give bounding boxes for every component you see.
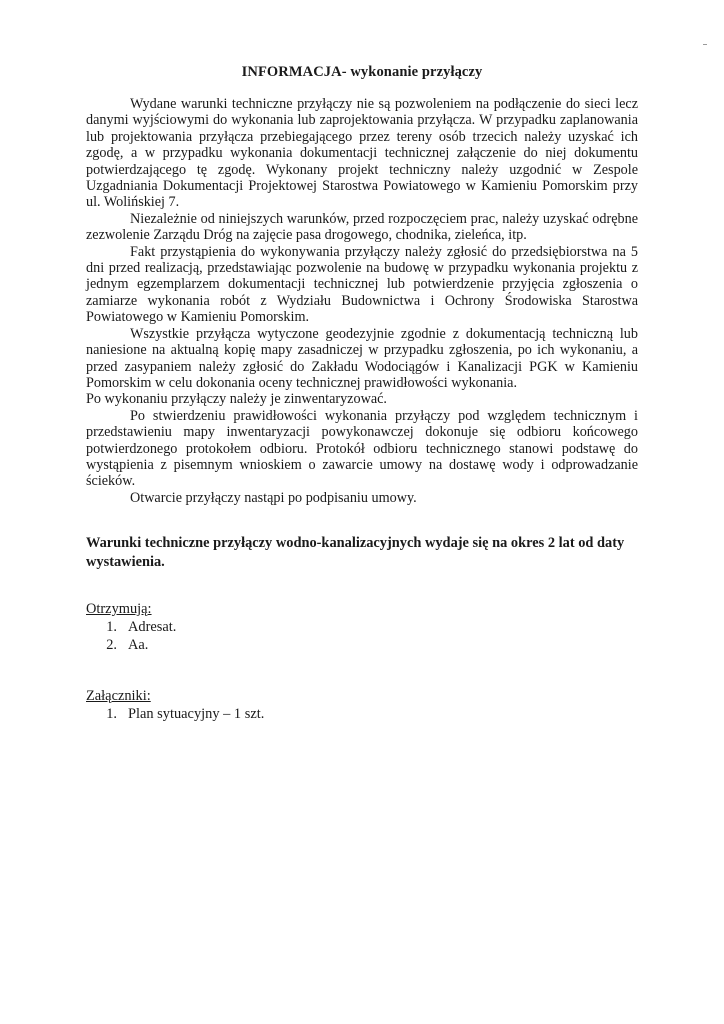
- paragraph-conditions: Wydane warunki techniczne przyłączy nie są pozwoleniem na podłączenie do sieci lecz danymi wyjściowymi do wykonania lub zaprojektowania przyłącza. W przypadku zaplanowania lub projektowania przyłącza przebiegającego przez tereny osób trzecich należy uzyskać ich zgodę, a w przypadku wykonania dokumentacji technicznej załączenie do niej dokumentu potwierdzającego tę zgodę. Wykonany projekt techniczny należy uzgodnić w Zespole Uzgadniania Dokumentacji Projektowej Starostwa Powiatowego w Kamieniu Pomorskim przy ul. Wolińskiej 7.: [86, 96, 638, 211]
- list-number: 1.: [106, 619, 117, 635]
- attachments-list: [86, 705, 264, 723]
- paragraph-notification: Fakt przystąpienia do wykonywania przyłączy należy zgłosić do przedsiębiorstwa na 5 dni przed realizacją, przedstawiając pozwolenie na budowę w przypadku wykonania projektu z jednym egzemplarzem dokumentacji technicznej lub potwierdzenie przyjęcia zgłoszenia o zamiarze wykonania robót z Wydziału Budownictwa i Ochrony Środowiska Starostwa Powiatowego w Kamieniu Pomorskim.: [86, 243, 638, 326]
- list-item: [86, 618, 176, 636]
- recipients-list: [86, 618, 176, 654]
- document-body: [86, 96, 638, 506]
- recipients-heading: Otrzymują:: [86, 601, 152, 617]
- paragraph-inventory: Po wykonaniu przyłączy należy je zinwentaryzować.: [86, 391, 387, 408]
- list-number: 1.: [106, 706, 117, 722]
- list-text: Adresat.: [128, 619, 177, 635]
- list-text: Plan sytuacyjny – 1 szt.: [128, 706, 265, 722]
- validity-note: Warunki techniczne przyłączy wodno-kanalizacyjnych wydaje się na okres 2 lat od daty wystawienia.: [86, 535, 625, 570]
- list-item: [86, 636, 176, 654]
- list-number: 2.: [106, 637, 117, 653]
- list-item: [86, 705, 264, 723]
- document-title: INFORMACJA- wykonanie przyłączy: [241, 64, 483, 80]
- paragraph-acceptance: Po stwierdzeniu prawidłowości wykonania przyłączy pod względem technicznym i przedstawieniu mapy inwentaryzacji powykonawczej dokonuje się odbioru końcowego potwierdzonego protokołem odbioru. Protokół odbioru technicznego stanowi podstawę do wystąpienia z pisemnym wnioskiem o zawarcie umowy na dostawę wody i odprowadzanie ścieków.: [86, 407, 638, 490]
- list-text: Aa.: [128, 637, 149, 653]
- paragraph-survey: Wszystkie przyłącza wytyczone geodezyjnie zgodnie z dokumentacją techniczną lub naniesione na aktualną kopię mapy zasadniczej w przypadku zgłoszenia, po ich wykonaniu, a przed zasypaniem należy zgłosić do Zakładu Wodociągów i Kanalizacji PGK w Kamieniu Pomorskim w celu dokonania oceny technicznej prawidłowości wykonania.: [86, 325, 638, 391]
- scan-artifact: [703, 44, 707, 45]
- attachments-heading: Załączniki:: [86, 688, 151, 704]
- paragraph-road-permit: Niezależnie od niniejszych warunków, przed rozpoczęciem prac, należy uzyskać odrębne zezwolenie Zarządu Dróg na zajęcie pasa drogowego, chodnika, zieleńca, itp.: [86, 210, 638, 244]
- paragraph-opening: Otwarcie przyłączy nastąpi po podpisaniu umowy.: [130, 489, 417, 506]
